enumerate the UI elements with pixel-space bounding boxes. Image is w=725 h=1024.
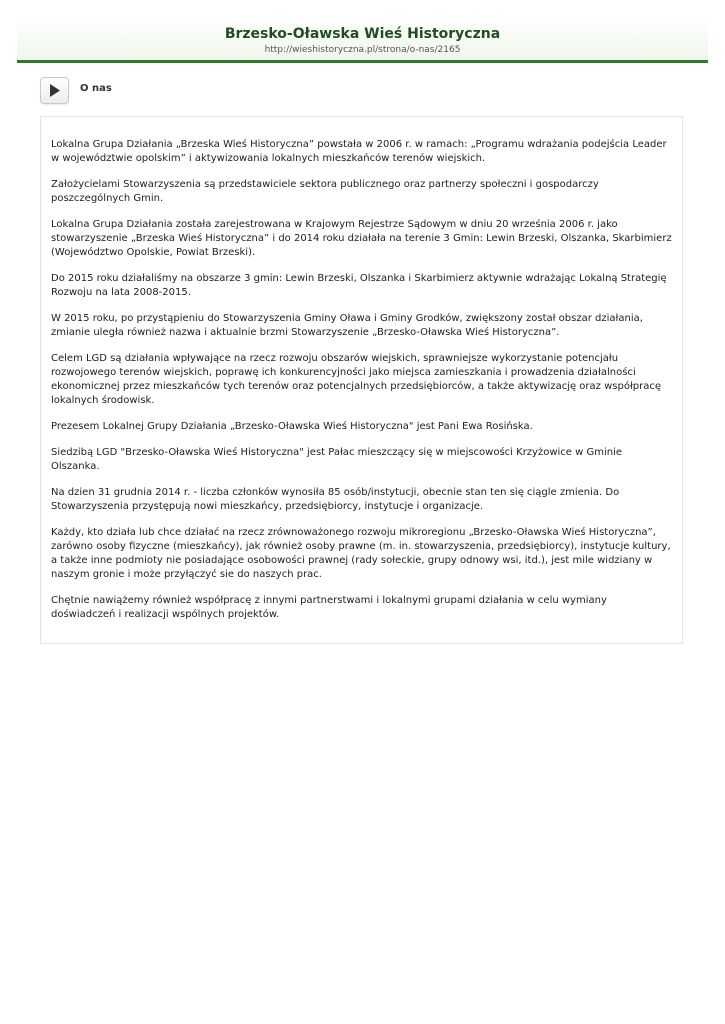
site-title: Brzesko-Oławska Wieś Historyczna	[224, 26, 501, 42]
paragraph: Celem LGD są działania wpływające na rzecz rozwoju obszarów wiejskich, sprawniejsze wykorzystanie potencjału rozwojowego terenów wiejskich, poprawę ich konkurencyjności jako miejsca zamieszkania i prowadzenia działalności ekonomicznej przez mieszkańców tych terenów oraz potencjalnych przedsiębiorców, a także aktywizację oraz współpracę lokalnych środowisk.	[51, 353, 662, 406]
play-arrow-icon	[49, 84, 61, 97]
paragraph: Na dzien 31 grudnia 2014 r. - liczba członków wynosiła 85 osób/instytucji, obecnie stan ten się ciągle zmienia. Do Stowarzyszenia przystępują nowi mieszkańcy, przedsiębiorcy, instytucje i organizacje.	[51, 487, 620, 512]
paragraph: W 2015 roku, po przystąpieniu do Stowarzyszenia Gminy Oława i Gminy Grodków, zwiększony został obszar działania, zmianie uległa również nazwa i aktualnie brzmi Stowarzyszenie „Brzesko-Oławska Wieś Historyczna”.	[51, 313, 643, 338]
paragraph: Do 2015 roku działaliśmy na obszarze 3 gmin: Lewin Brzeski, Olszanka i Skarbimierz aktywnie wdrażając Lokalną Strategię Rozwoju na lata 2008-2015.	[51, 273, 667, 298]
content-panel	[40, 116, 683, 644]
paragraph: Siedzibą LGD "Brzesko-Oławska Wieś Historyczna" jest Pałac mieszczący się w miejscowości Krzyżowice w Gminie Olszanka.	[51, 447, 623, 472]
section-toggle-button[interactable]	[40, 77, 69, 104]
paragraph: Lokalna Grupa Działania została zarejestrowana w Krajowym Rejestrze Sądowym w dniu 20 września 2006 r. jako stowarzyszenie „Brzeska Wieś Historyczna” i do 2014 roku działała na terenie 3 Gmin: Lewin Brzeski, Olszanka, Skarbimierz (Województwo Opolskie, Powiat Brzeski).	[51, 219, 672, 258]
page-url: http://wieshistoryczna.pl/strona/o-nas/2165	[264, 45, 461, 55]
section-title: O nas	[80, 83, 112, 94]
paragraph: Prezesem Lokalnej Grupy Działania „Brzesko-Oławska Wieś Historyczna" jest Pani Ewa Rosińska.	[51, 421, 533, 432]
paragraph: Lokalna Grupa Działania „Brzeska Wieś Historyczna” powstała w 2006 r. w ramach: „Programu wdrażania podejścia Leader w województwie opolskim” i aktywizowania lokalnych mieszkańców terenów wiejskich.	[51, 139, 667, 164]
paragraph: Każdy, kto działa lub chce działać na rzecz zrównoważonego rozwoju mikroregionu „Brzesko-Oławska Wieś Historyczna”, zarówno osoby fizyczne (mieszkańcy), jak również osoby prawne (m. in. stowarzyszenia, przedsiębiorcy), instytucje kultury, a także inne podmioty nie posiadające osobowości prawnej (rady sołeckie, grupy odnowy wsi, itd.), jest mile widziany w naszym gronie i może przyłączyć sie do naszych prac.	[51, 527, 671, 580]
page-header	[17, 18, 708, 63]
paragraph: Chętnie nawiążemy również współpracę z innymi partnerstwami i lokalnymi grupami działania w celu wymiany doświadczeń i realizacji wspólnych projektów.	[51, 595, 607, 620]
paragraph: Założycielami Stowarzyszenia są przedstawiciele sektora publicznego oraz partnerzy społeczni i gospodarczy poszczególnych Gmin.	[51, 179, 599, 204]
